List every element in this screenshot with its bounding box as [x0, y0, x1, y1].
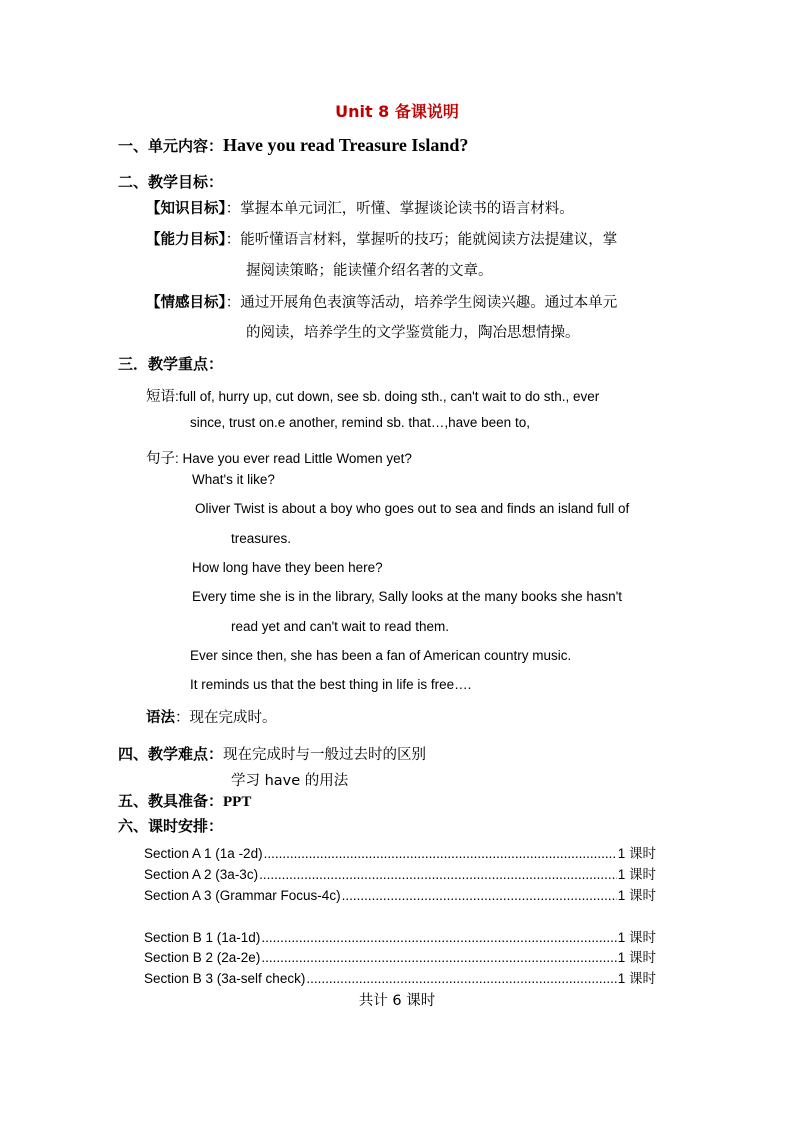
sentence-item: treasures. [231, 531, 292, 546]
goal-text: ：能听懂语言材料，掌握听的技巧；能就阅读方法提建议，掌 [225, 232, 618, 248]
goal-ability [146, 228, 617, 249]
goal-tag: 【知识目标】 [146, 201, 226, 217]
sentence-text: : Have you ever read Little Women yet? [175, 451, 412, 466]
goal-emotion-cont: 的阅读，培养学生的文学鉴赏能力，陶冶思想情操。 [246, 325, 580, 341]
phrases-line [146, 385, 599, 406]
section-3-heading: 三．教学重点： [118, 355, 224, 373]
sentence-item: What's it like? [192, 472, 275, 487]
sentence-item: It reminds us that the best thing in life is free…. [190, 677, 472, 692]
sentence-item: read yet and can't wait to read them. [231, 619, 449, 634]
difficulty-text-2: 学习 have 的用法 [231, 773, 349, 789]
section-4-heading [118, 743, 426, 764]
sentences-line [146, 447, 412, 468]
grammar-text: ：现在完成时。 [175, 710, 277, 726]
goal-emotion [146, 291, 617, 312]
grammar-label: 语法 [146, 710, 175, 726]
schedule-hours: 1 课时 [617, 867, 656, 882]
goal-knowledge [146, 197, 574, 218]
schedule-section: Section A 3 (Grammar Focus-4c) [144, 888, 341, 903]
grammar-line [146, 706, 277, 727]
unit-content-title: Have you read Treasure Island? [223, 135, 469, 155]
goal-text: ：掌握本单元词汇，听懂、掌握谈论读书的语言材料。 [225, 201, 574, 217]
schedule-section: Section A 2 (3a-3c) [144, 867, 259, 882]
goal-ability-cont: 握阅读策略；能读懂介绍名著的文章。 [246, 263, 493, 279]
schedule-hours: 1 课时 [617, 950, 656, 965]
section-2-heading: 二、教学目标： [118, 173, 224, 191]
schedule-section: Section B 2 (2a-2e) [144, 950, 261, 965]
page-title: Unit 8 备课说明 [335, 102, 459, 121]
schedule-hours: 1 课时 [617, 930, 656, 945]
schedule-hours: 1 课时 [617, 846, 656, 861]
schedule-row [144, 842, 656, 862]
goal-tag: 【能力目标】 [146, 232, 226, 248]
goal-tag: 【情感目标】 [146, 295, 226, 311]
teaching-aid: PPT [223, 794, 252, 810]
schedule-row [144, 926, 656, 946]
schedule-hours: 1 课时 [617, 971, 656, 986]
section-1-heading [118, 135, 468, 156]
difficulty-text: 现在完成时与一般过去时的区别 [223, 747, 427, 763]
section-5-label: 五、教具准备： [118, 792, 224, 810]
schedule-section: Section B 3 (3a-self check) [144, 971, 306, 986]
sentence-item: How long have they been here? [192, 560, 383, 575]
section-5-heading [118, 790, 251, 811]
schedule-hours: 1 课时 [617, 888, 656, 903]
phrases-line-cont: since, trust on.e another, remind sb. that…,have been to, [190, 415, 530, 430]
section-4-label: 四、教学难点： [118, 745, 224, 763]
sentence-item: Ever since then, she has been a fan of American country music. [190, 648, 572, 663]
phrases-text: :full of, hurry up, cut down, see sb. doing sth., can't wait to do sth., ever [175, 389, 600, 404]
section-6-heading: 六、课时安排： [118, 817, 224, 835]
schedule-total: 共计 6 课时 [358, 993, 436, 1009]
schedule-row [144, 967, 656, 987]
schedule-row [144, 884, 656, 904]
sentence-item: Every time she is in the library, Sally looks at the many books she hasn't [192, 589, 623, 604]
sentence-item: Oliver Twist is about a boy who goes out to sea and finds an island full of [195, 501, 630, 516]
schedule-row [144, 863, 656, 883]
section-1-label: 一、单元内容： [118, 137, 224, 155]
phrases-label: 短语 [146, 389, 175, 405]
schedule-section: Section A 1 (1a -2d) [144, 846, 263, 861]
goal-text: ：通过开展角色表演等活动，培养学生阅读兴趣。通过本单元 [225, 295, 618, 311]
sentences-label: 句子 [146, 451, 175, 467]
schedule-row [144, 946, 656, 966]
schedule-section: Section B 1 (1a-1d) [144, 930, 261, 945]
